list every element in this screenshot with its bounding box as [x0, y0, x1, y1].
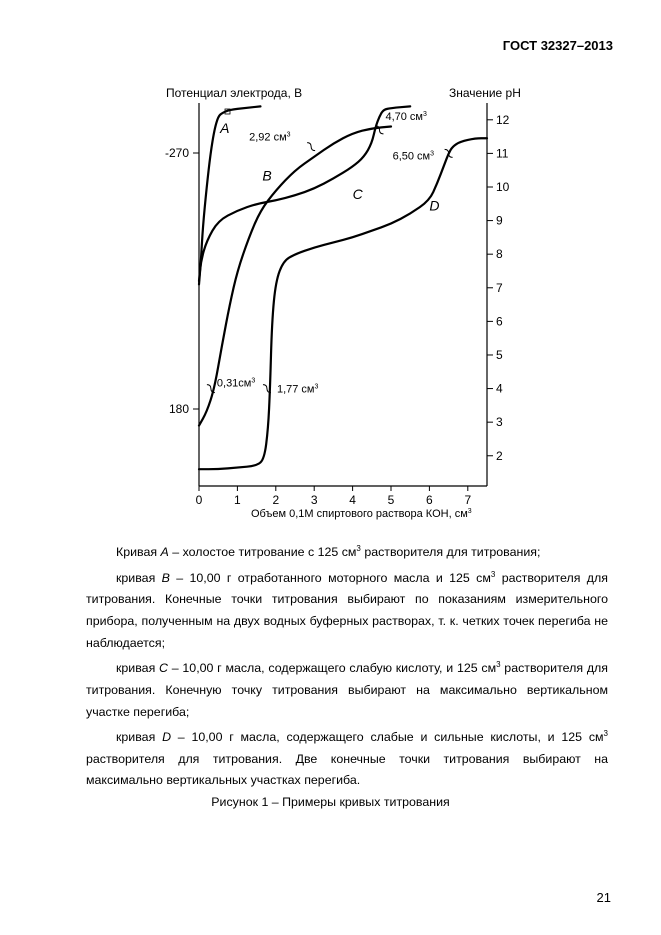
endpoint-label: 2,92 $см^3$	[249, 131, 291, 144]
endpoint-label: 6,50 $см^3$	[392, 150, 435, 163]
caption-curve-a: Кривая А – холостое титрование с 125 $см^3$ растворителя для титрования;	[116, 544, 541, 560]
x-tick-label: 7	[464, 493, 472, 507]
right-tick-label: 6	[496, 314, 503, 329]
right-tick-label: 12	[496, 112, 510, 127]
right-tick-label: 8	[496, 247, 503, 262]
left-axis-label: Потенциал электрода, В	[166, 86, 303, 100]
curve-label-d: D	[429, 197, 440, 214]
figure-title: Рисунок 1 – Примеры кривых титрования	[211, 795, 450, 809]
right-tick-label: 11	[496, 146, 509, 161]
x-tick-label: 0	[195, 493, 203, 507]
endpoint-label: $0,31см^3$	[216, 377, 256, 390]
curve-d	[199, 138, 487, 469]
standard-header: ГОСТ 32327–2013	[502, 38, 613, 53]
right-tick-label: 10	[496, 179, 510, 194]
right-tick-label: 2	[496, 448, 503, 463]
curve-c	[199, 106, 410, 281]
right-tick-label: 7	[496, 280, 503, 295]
right-axis-label: Значение pH	[449, 86, 521, 100]
x-tick-label: 2	[272, 493, 280, 507]
x-tick-label: 1	[234, 493, 241, 507]
x-tick-label: 5	[387, 493, 395, 507]
x-tick-label: 4	[349, 493, 356, 507]
x-tick-label: 3	[310, 493, 318, 507]
x-axis-label: Объем 0,1М спиртового раствора КОН, $см^3$	[251, 508, 472, 520]
caption-curve-c: кривая С – 10,00 г масла, содержащего слабую кислоту, и 125 $см^3$ растворителя для титрования. Конечную точку титрования выбирают на максимально вертикальном участке перегиба;	[86, 660, 608, 719]
figure-caption	[86, 538, 608, 792]
endpoint-label: 1,77 $см^3$	[276, 383, 319, 396]
curve-label-a: A	[220, 120, 230, 137]
right-tick-label: 5	[496, 347, 503, 362]
right-tick-label: 9	[496, 213, 503, 228]
endpoint-label: 4,70 $см^3$	[385, 110, 427, 123]
x-tick-label: 6	[426, 493, 433, 507]
right-tick-label: 3	[496, 415, 503, 430]
page-number: 21	[596, 890, 611, 905]
curve-label-c: C	[352, 185, 363, 202]
caption-curve-d: кривая D – 10,00 г масла, содержащего слабые и сильные кислоты, и 125 $см^3$ растворителя для титрования. Две конечные точки титрования выбирают на максимально вертикальных участках перегиба.	[86, 729, 608, 788]
left-tick-label: -270	[164, 146, 189, 160]
caption-curve-b: кривая В – 10,00 г отработанного моторного масла и 125 $см^3$ растворителя для титрования. Конечные точки титрования выбирают по показаниям измерительного прибора, полученным на двух водных буферных растворах, т. к. четких точек перегиба не наблюдается;	[86, 569, 608, 650]
right-tick-label: 4	[496, 381, 503, 396]
left-tick-label: 180	[168, 402, 189, 416]
endpoint-marker	[307, 143, 315, 151]
curve-label-b: B	[262, 167, 272, 184]
